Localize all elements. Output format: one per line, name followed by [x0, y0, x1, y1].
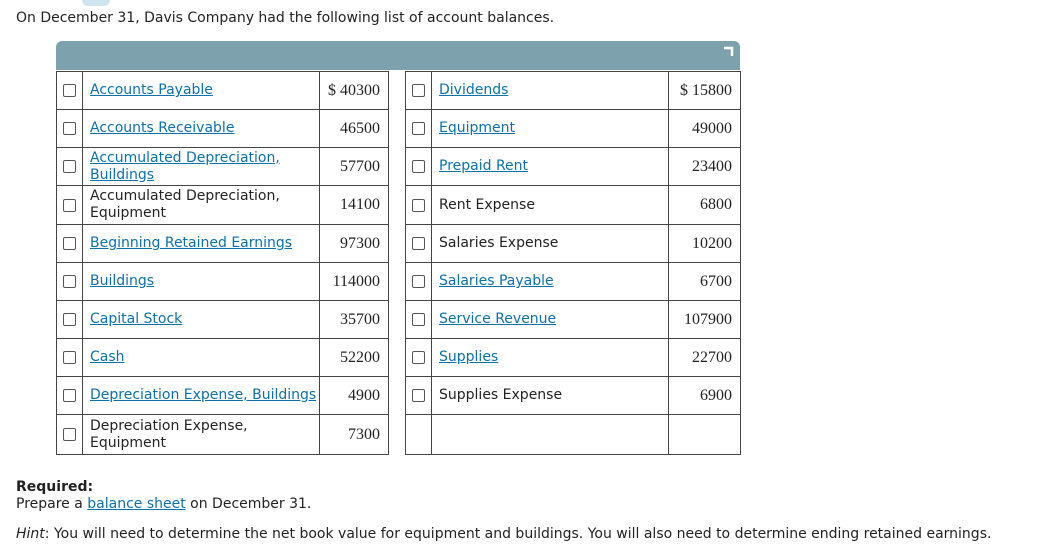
account-amount: 10200 — [669, 225, 741, 263]
checkbox-cell — [406, 148, 432, 186]
account-name-link[interactable]: Service Revenue — [432, 301, 669, 339]
account-checkbox[interactable] — [63, 389, 76, 402]
account-name-link[interactable]: Accumulated Depreciation, Buildings — [83, 148, 320, 186]
account-checkbox[interactable] — [63, 275, 76, 288]
account-name-link[interactable]: Accounts Payable — [83, 72, 320, 110]
required-section — [16, 479, 311, 513]
account-checkbox[interactable] — [63, 122, 76, 135]
account-amount: 14100 — [320, 186, 389, 225]
account-amount: 114000 — [320, 263, 389, 301]
checkbox-cell — [406, 72, 432, 110]
checkbox-cell — [57, 225, 83, 263]
account-amount: $ 15800 — [669, 72, 741, 110]
account-row — [406, 72, 741, 110]
account-name-link[interactable]: Supplies — [432, 339, 669, 377]
checkbox-cell — [406, 263, 432, 301]
account-row — [406, 415, 741, 455]
account-name-link[interactable]: Accounts Receivable — [83, 110, 320, 148]
balance-sheet-link[interactable]: balance sheet — [87, 496, 186, 512]
left-accounts-table — [56, 71, 389, 455]
top-tab[interactable] — [82, 0, 110, 6]
account-name-link[interactable]: Prepaid Rent — [432, 148, 669, 186]
required-text-before: Prepare a — [16, 496, 88, 512]
account-amount: 107900 — [669, 301, 741, 339]
account-row — [57, 377, 389, 415]
account-amount: 52200 — [320, 339, 389, 377]
account-row — [406, 377, 741, 415]
checkbox-cell — [57, 415, 83, 455]
account-name: Accumulated Depreciation, Equipment — [83, 186, 320, 225]
account-name-link[interactable]: Buildings — [83, 263, 320, 301]
account-checkbox[interactable] — [63, 428, 76, 441]
account-amount: 35700 — [320, 301, 389, 339]
hint-label: Hint — [16, 526, 45, 542]
account-row — [406, 263, 741, 301]
account-checkbox[interactable] — [63, 313, 76, 326]
checkbox-cell — [406, 225, 432, 263]
checkbox-cell — [406, 110, 432, 148]
expand-corner-icon[interactable] — [722, 46, 734, 58]
account-checkbox[interactable] — [412, 122, 425, 135]
account-amount: 97300 — [320, 225, 389, 263]
checkbox-cell — [57, 110, 83, 148]
account-row — [406, 110, 741, 148]
checkbox-cell — [406, 339, 432, 377]
checkbox-cell — [406, 377, 432, 415]
account-checkbox[interactable] — [412, 237, 425, 250]
checkbox-cell — [406, 301, 432, 339]
account-name-link[interactable]: Capital Stock — [83, 301, 320, 339]
account-checkbox[interactable] — [412, 160, 425, 173]
account-row — [406, 186, 741, 225]
hint-section — [16, 526, 991, 542]
account-row — [57, 301, 389, 339]
account-name: Rent Expense — [432, 186, 669, 225]
account-name: Supplies Expense — [432, 377, 669, 415]
account-amount — [669, 415, 741, 455]
right-accounts-table — [405, 71, 741, 455]
account-row — [57, 225, 389, 263]
account-row — [57, 263, 389, 301]
checkbox-cell — [57, 301, 83, 339]
account-amount: 6900 — [669, 377, 741, 415]
account-checkbox[interactable] — [412, 351, 425, 364]
empty-cell — [432, 415, 669, 455]
account-row — [57, 339, 389, 377]
account-name: Salaries Expense — [432, 225, 669, 263]
account-name: Depreciation Expense, Equipment — [83, 415, 320, 455]
required-label: Required: — [16, 479, 94, 495]
checkbox-cell — [406, 186, 432, 225]
account-amount: 4900 — [320, 377, 389, 415]
account-checkbox[interactable] — [412, 389, 425, 402]
account-amount: 6700 — [669, 263, 741, 301]
account-name-link[interactable]: Equipment — [432, 110, 669, 148]
account-checkbox[interactable] — [63, 237, 76, 250]
account-row — [57, 415, 389, 455]
account-checkbox[interactable] — [412, 84, 425, 97]
checkbox-cell — [406, 415, 432, 455]
account-amount: 57700 — [320, 148, 389, 186]
account-name-link[interactable]: Beginning Retained Earnings — [83, 225, 320, 263]
account-name-link[interactable]: Cash — [83, 339, 320, 377]
account-amount: 7300 — [320, 415, 389, 455]
table-header-bar — [56, 41, 740, 70]
account-row — [57, 72, 389, 110]
account-amount: 6800 — [669, 186, 741, 225]
account-amount: 46500 — [320, 110, 389, 148]
account-row — [406, 339, 741, 377]
intro-text: On December 31, Davis Company had the following list of account balances. — [16, 10, 555, 26]
account-name-link[interactable]: Depreciation Expense, Buildings — [83, 377, 320, 415]
account-amount: 22700 — [669, 339, 741, 377]
account-checkbox[interactable] — [63, 84, 76, 97]
account-checkbox[interactable] — [63, 199, 76, 212]
checkbox-cell — [57, 72, 83, 110]
required-text-after: on December 31. — [185, 496, 312, 512]
account-amount: $ 40300 — [320, 72, 389, 110]
account-row — [57, 148, 389, 186]
checkbox-cell — [57, 148, 83, 186]
account-row — [406, 148, 741, 186]
account-row — [57, 110, 389, 148]
account-amount: 23400 — [669, 148, 741, 186]
account-row — [57, 186, 389, 225]
checkbox-cell — [57, 339, 83, 377]
account-checkbox[interactable] — [412, 199, 425, 212]
account-checkbox[interactable] — [412, 313, 425, 326]
account-name-link[interactable]: Dividends — [432, 72, 669, 110]
checkbox-cell — [57, 186, 83, 225]
account-checkbox[interactable] — [63, 160, 76, 173]
account-checkbox[interactable] — [412, 275, 425, 288]
account-row — [406, 301, 741, 339]
account-amount: 49000 — [669, 110, 741, 148]
checkbox-cell — [57, 377, 83, 415]
account-name-link[interactable]: Salaries Payable — [432, 263, 669, 301]
hint-text: : You will need to determine the net book value for equipment and buildings. You will also need to determine ending retained earnings. — [44, 526, 992, 542]
account-row — [406, 225, 741, 263]
checkbox-cell — [57, 263, 83, 301]
account-checkbox[interactable] — [63, 351, 76, 364]
